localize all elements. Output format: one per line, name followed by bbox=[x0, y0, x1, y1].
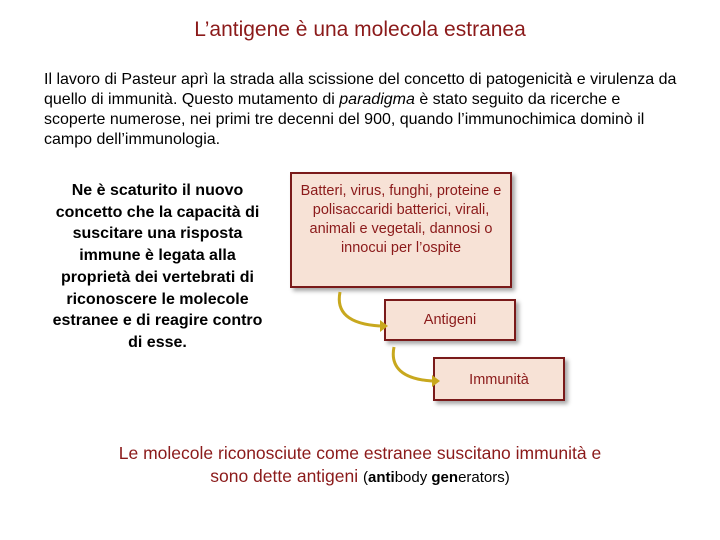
immunity-box: Immunità bbox=[433, 357, 565, 401]
curved-arrow-icon bbox=[384, 343, 442, 389]
etym-body: body bbox=[394, 469, 432, 486]
etym-erators: erators) bbox=[458, 469, 510, 486]
conclusion-line-2 bbox=[0, 465, 720, 489]
antigens-box: Antigeni bbox=[384, 299, 516, 341]
intro-emphasis: paradigma bbox=[339, 91, 415, 108]
curved-arrow-icon bbox=[330, 288, 390, 334]
intro-paragraph bbox=[44, 70, 684, 150]
conclusion-text: sono dette antigeni bbox=[210, 466, 364, 486]
page-title: L’antigene è una molecola estranea bbox=[194, 18, 526, 41]
etymology-note bbox=[363, 469, 510, 486]
conclusion-line-1: Le molecole riconosciute come estranee suscitano immunità e bbox=[118, 443, 602, 463]
etym-anti: anti bbox=[368, 469, 395, 486]
intro-text-1: Il lavoro di Pasteur aprì la strada alla scissione del concetto di patogenicità e virulenza da quello di immunità. Questo mutamento di bbox=[44, 71, 677, 108]
sources-box: Batteri, virus, funghi, proteine e polisaccaridi batterici, virali, animali e vegetali, dannosi o innocui per l’ospite bbox=[290, 172, 512, 288]
intro-text-2: è stato seguito da ricerche e scoperte numerose, nei primi tre decenni del 900, quando l’immunochimica dominò il campo dell’immunologia. bbox=[44, 91, 645, 148]
conclusion bbox=[0, 442, 720, 489]
left-note: Ne è scaturito il nuovo concetto che la capacità di suscitare una risposta immune è legata alla proprietà dei vertebrati di riconoscere le molecole estranee e di reagire contro di esse. bbox=[52, 182, 263, 351]
paren-open: ( bbox=[363, 469, 369, 486]
etym-gen: gen bbox=[431, 469, 459, 486]
